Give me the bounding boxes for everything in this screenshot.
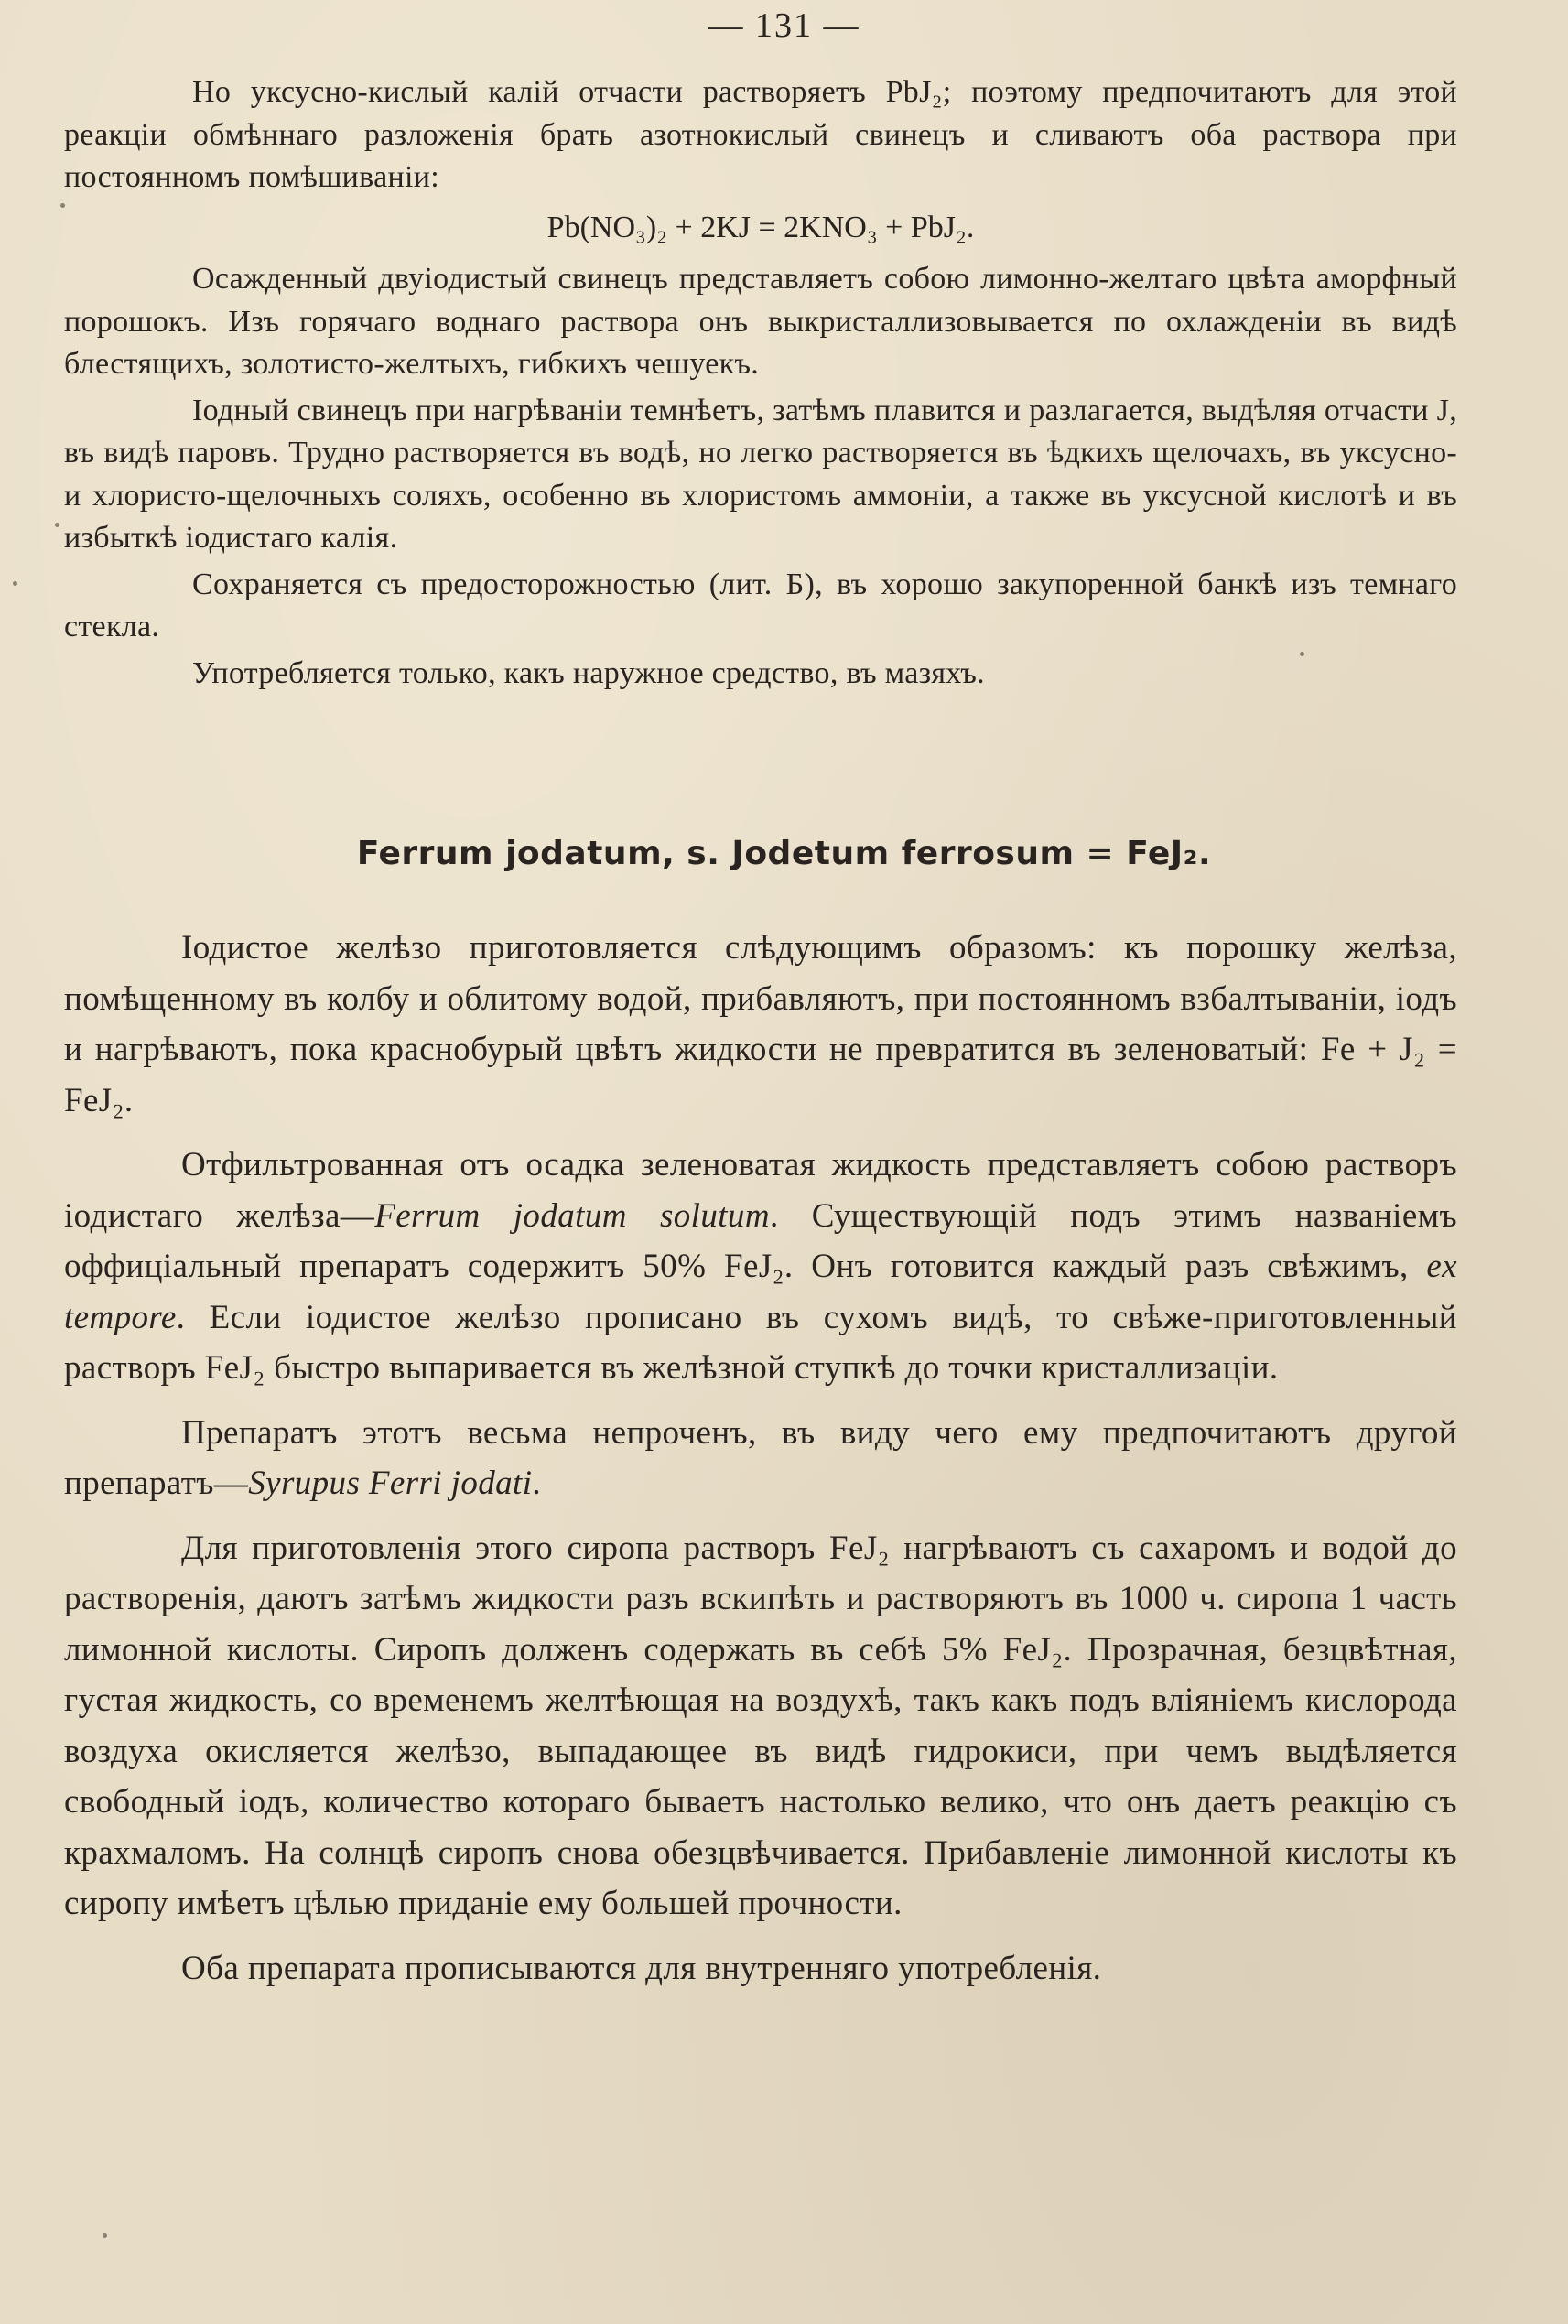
latin-term: Ferrum jodatum solutum <box>374 1196 770 1235</box>
paragraph: Сохраняется съ предосторожностью (лит. Б), въ хорошо закупоренной банкѣ изъ темнаго стекла. <box>64 567 1457 643</box>
lead-iodide-section <box>64 71 1457 695</box>
paper-speck <box>1300 652 1304 656</box>
latin-term: Syrupus Ferri jodati <box>248 1465 533 1502</box>
section-heading: Ferrum jodatum, s. Jodetum ferrosum = FeJ₂. <box>356 835 1212 872</box>
paragraph-text: . <box>532 1465 542 1502</box>
paragraph: Іодный свинецъ при нагрѣваніи темнѣетъ, затѣмъ плавится и разлагается, выдѣляя отчасти J, въ видѣ паровъ. Трудно растворяется въ водѣ, но легко растворяется въ ѣдкихъ щелочахъ, въ уксусно-и хлористо-щелочныхъ соляхъ, особенно въ хлористомъ аммоніи, а также въ уксусной кислотѣ и въ избыткѣ іодистаго калія. <box>64 393 1457 555</box>
paragraph-text: . Если іодистое желѣзо прописано въ сухомъ видѣ, то свѣже-приготовленный растворъ FeJ₂ быстро выпаривается въ желѣзной ступкѣ до точки кристаллизаціи. <box>64 1298 1457 1387</box>
paragraph-text: Препаратъ этотъ весьма непроченъ, въ виду чего ему предпочитаютъ другой препаратъ— <box>64 1413 1457 1502</box>
paragraph-text: . Существующій подъ этимъ названіемъ оффиціальный препаратъ содержитъ 50% FeJ₂. Онъ готовится каждый разъ свѣжимъ, <box>64 1196 1457 1285</box>
paper-speck <box>13 581 17 586</box>
paragraph: Употребляется только, какъ наружное средство, въ мазяхъ. <box>192 655 985 690</box>
paragraph: Осажденный двуіодистый свинецъ представляетъ собою лимонно-желтаго цвѣта аморфный порошокъ. Изъ горячаго воднаго раствора онъ выкристаллизовывается по охлажденіи въ видѣ блестящихъ, золотисто-желтыхъ, гибкихъ чешуекъ. <box>64 262 1457 381</box>
paper-speck <box>60 203 65 208</box>
paragraph: Но уксусно-кислый калій отчасти растворяетъ PbJ₂; поэтому предпочитаютъ для этой реакціи обмѣннаго разложенія брать азотнокислый свинецъ и сливаютъ оба раствора при постоянномъ помѣшиваніи: <box>64 75 1457 194</box>
latin-term: ex tempore <box>64 1248 1457 1336</box>
paragraph <box>64 1408 1457 1509</box>
paper-speck <box>103 2233 107 2238</box>
paragraph-text: Отфильтрованная отъ осадка зеленоватая жидкость представляетъ собою растворъ іодистаго желѣза— <box>64 1146 1457 1235</box>
chemical-equation: Pb(NO₃)₂ + 2KJ = 2KNO₃ + PbJ₂. <box>546 210 975 244</box>
paragraph: Іодистое желѣзо приготовляется слѣдующимъ образомъ: къ порошку желѣза, помѣщенному въ колбу и облитому водой, прибавляютъ, при постоянномъ взбалтываніи, іодъ и нагрѣваютъ, пока краснобурый цвѣтъ жидкости не превратится въ зеленоватый: Fe + J₂ = FeJ₂. <box>64 929 1457 1119</box>
paper-speck <box>55 523 59 527</box>
page-number: — 131 — <box>708 6 860 45</box>
paragraph <box>64 1140 1457 1394</box>
paragraph: Оба препарата прописываются для внутренняго употребленія. <box>181 1949 1102 1987</box>
ferrous-iodide-section <box>64 923 1457 1994</box>
paragraph: Для приготовленія этого сиропа растворъ FeJ₂ нагрѣваютъ съ сахаромъ и водой до растворенія, даютъ затѣмъ жидкости разъ вскипѣть и растворяютъ въ 1000 ч. сиропа 1 часть лимонной кислоты. Сиропъ долженъ содержать въ себѣ 5% FeJ₂. Прозрачная, безцвѣтная, густая жидкость, со временемъ желтѣющая на воздухѣ, такъ какъ подъ вліяніемъ кислорода воздуха окисляется желѣзо, выпадающее въ видѣ гидрокиси, при чемъ выдѣляется свободный іодъ, количество котораго бываетъ настолько велико, что онъ даетъ реакцію съ крахмаломъ. На солнцѣ сиропъ снова обезцвѣчивается. Прибавленіе лимонной кислоты къ сиропу имѣетъ цѣлью приданіе ему большей прочности. <box>64 1529 1457 1922</box>
